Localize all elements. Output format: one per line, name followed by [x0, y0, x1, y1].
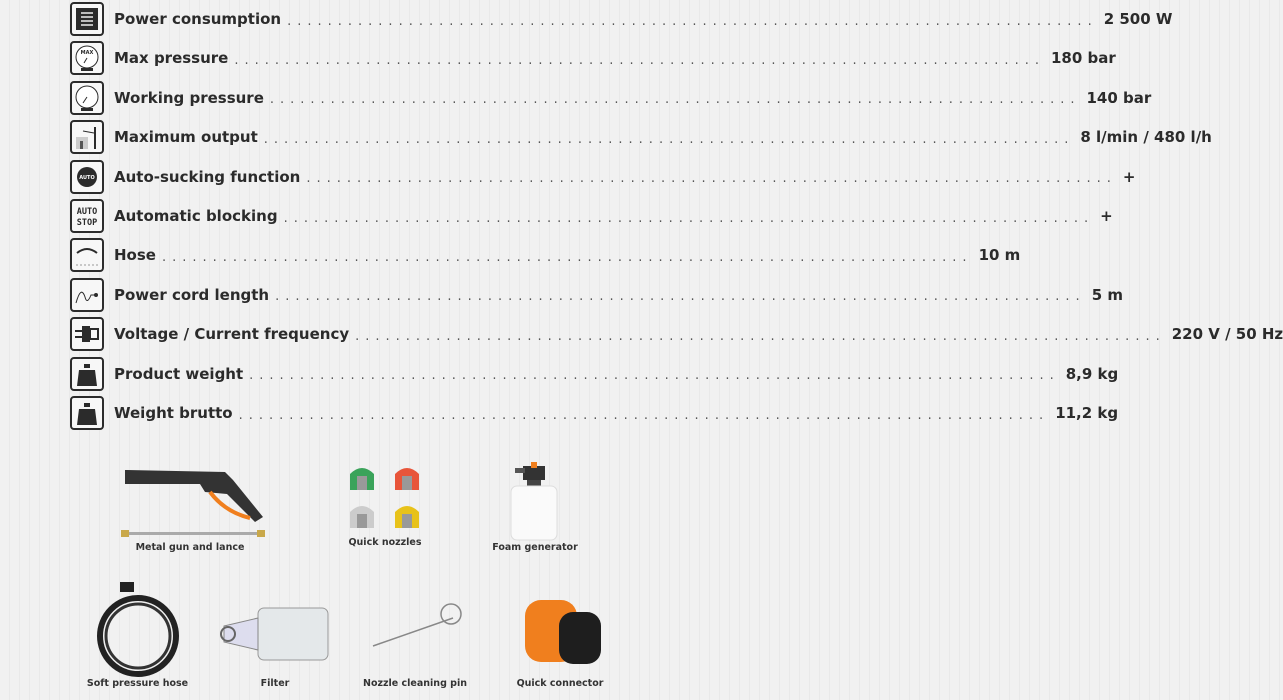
spec-label: Max pressure	[114, 49, 229, 68]
spec-row	[70, 81, 1152, 115]
auto-sucking-icon	[70, 160, 104, 194]
spec-row	[70, 278, 1123, 312]
accessory-label: Metal gun and lance	[135, 542, 245, 553]
spec-row	[70, 2, 1173, 36]
leader-dots: ................................................................................	[306, 171, 1117, 187]
spec-label: Power cord length	[114, 285, 270, 304]
spec-row	[70, 238, 1021, 272]
accessory-quick-connector	[505, 590, 615, 689]
svg-text:MAX: MAX	[80, 50, 94, 57]
power-cord-icon	[70, 278, 104, 312]
spec-value: 10 m	[978, 246, 1021, 265]
quick-nozzles-image	[340, 462, 430, 537]
max-pressure-gauge-icon	[70, 41, 104, 75]
leader-dots: ................................................................................	[355, 328, 1166, 344]
spec-label: Hose	[114, 246, 156, 265]
accessory-foam-generator	[480, 460, 590, 553]
spec-label: Working pressure	[114, 88, 264, 107]
leader-dots: ................................................................................	[287, 13, 1098, 29]
leader-dots: ................................................................................	[238, 407, 1050, 423]
weight-icon	[70, 357, 104, 391]
spec-row	[70, 160, 1136, 194]
foam-generator-image	[505, 460, 565, 542]
accessory-label: Quick connector	[516, 678, 604, 689]
plug-icon	[70, 317, 104, 351]
power-meter-icon	[70, 2, 104, 36]
quick-connector-image	[513, 590, 608, 678]
spec-row	[70, 396, 1119, 430]
water-output-icon	[70, 120, 104, 154]
hose-length-icon	[70, 238, 104, 272]
svg-text:AUTO: AUTO	[76, 207, 98, 217]
spec-value: 140 bar	[1086, 88, 1152, 107]
filter-image	[218, 600, 333, 678]
leader-dots: ................................................................................	[263, 131, 1075, 147]
spec-value: 220 V / 50 Hz	[1171, 325, 1283, 344]
cleaning-pin-image	[365, 600, 465, 678]
accessory-label: Quick nozzles	[348, 537, 422, 548]
leader-dots: ................................................................................	[161, 249, 973, 265]
spec-row	[70, 41, 1116, 75]
spec-label: Auto-sucking function	[114, 167, 301, 186]
leader-dots: ................................................................................	[283, 210, 1095, 226]
svg-text:AUTO: AUTO	[79, 174, 95, 181]
accessory-quick-nozzles	[330, 462, 440, 548]
spec-row	[70, 357, 1119, 391]
accessory-label: Nozzle cleaning pin	[363, 678, 467, 689]
gun-lance-image	[115, 462, 265, 542]
leader-dots: ................................................................................	[275, 289, 1086, 305]
spec-label: Power consumption	[114, 10, 282, 28]
pressure-hose-image	[90, 580, 185, 678]
spec-label: Automatic blocking	[114, 207, 278, 225]
accessory-label: Soft pressure hose	[86, 678, 189, 689]
accessory-filter	[215, 600, 335, 689]
svg-text:STOP: STOP	[76, 218, 98, 228]
spec-value: 8 l/min / 480 l/h	[1080, 128, 1212, 147]
spec-value: 5 m	[1091, 285, 1123, 304]
accessory-cleaning-pin	[360, 600, 470, 689]
leader-dots: ................................................................................	[269, 92, 1081, 108]
spec-label: Product weight	[114, 364, 244, 383]
accessory-label: Filter	[260, 678, 290, 689]
spec-label: Maximum output	[114, 128, 258, 147]
accessory-label: Foam generator	[492, 542, 578, 553]
spec-row	[70, 120, 1212, 154]
weight-icon	[70, 396, 104, 430]
accessory-gun-lance	[110, 462, 270, 553]
spec-value: 8,9 kg	[1065, 364, 1119, 383]
accessory-pressure-hose	[80, 580, 195, 689]
leader-dots: ................................................................................	[234, 52, 1045, 68]
leader-dots: ................................................................................	[249, 368, 1060, 384]
pressure-gauge-icon	[70, 81, 104, 115]
spec-value: 11,2 kg	[1055, 404, 1119, 422]
spec-value: 180 bar	[1050, 49, 1116, 68]
auto-stop-icon	[70, 199, 104, 233]
spec-row	[70, 199, 1113, 233]
spec-label: Weight brutto	[114, 404, 233, 422]
spec-value: 2 500 W	[1103, 10, 1173, 28]
spec-label: Voltage / Current frequency	[114, 325, 350, 344]
spec-value: +	[1122, 167, 1136, 186]
spec-value: +	[1100, 207, 1113, 225]
spec-row	[70, 317, 1283, 351]
